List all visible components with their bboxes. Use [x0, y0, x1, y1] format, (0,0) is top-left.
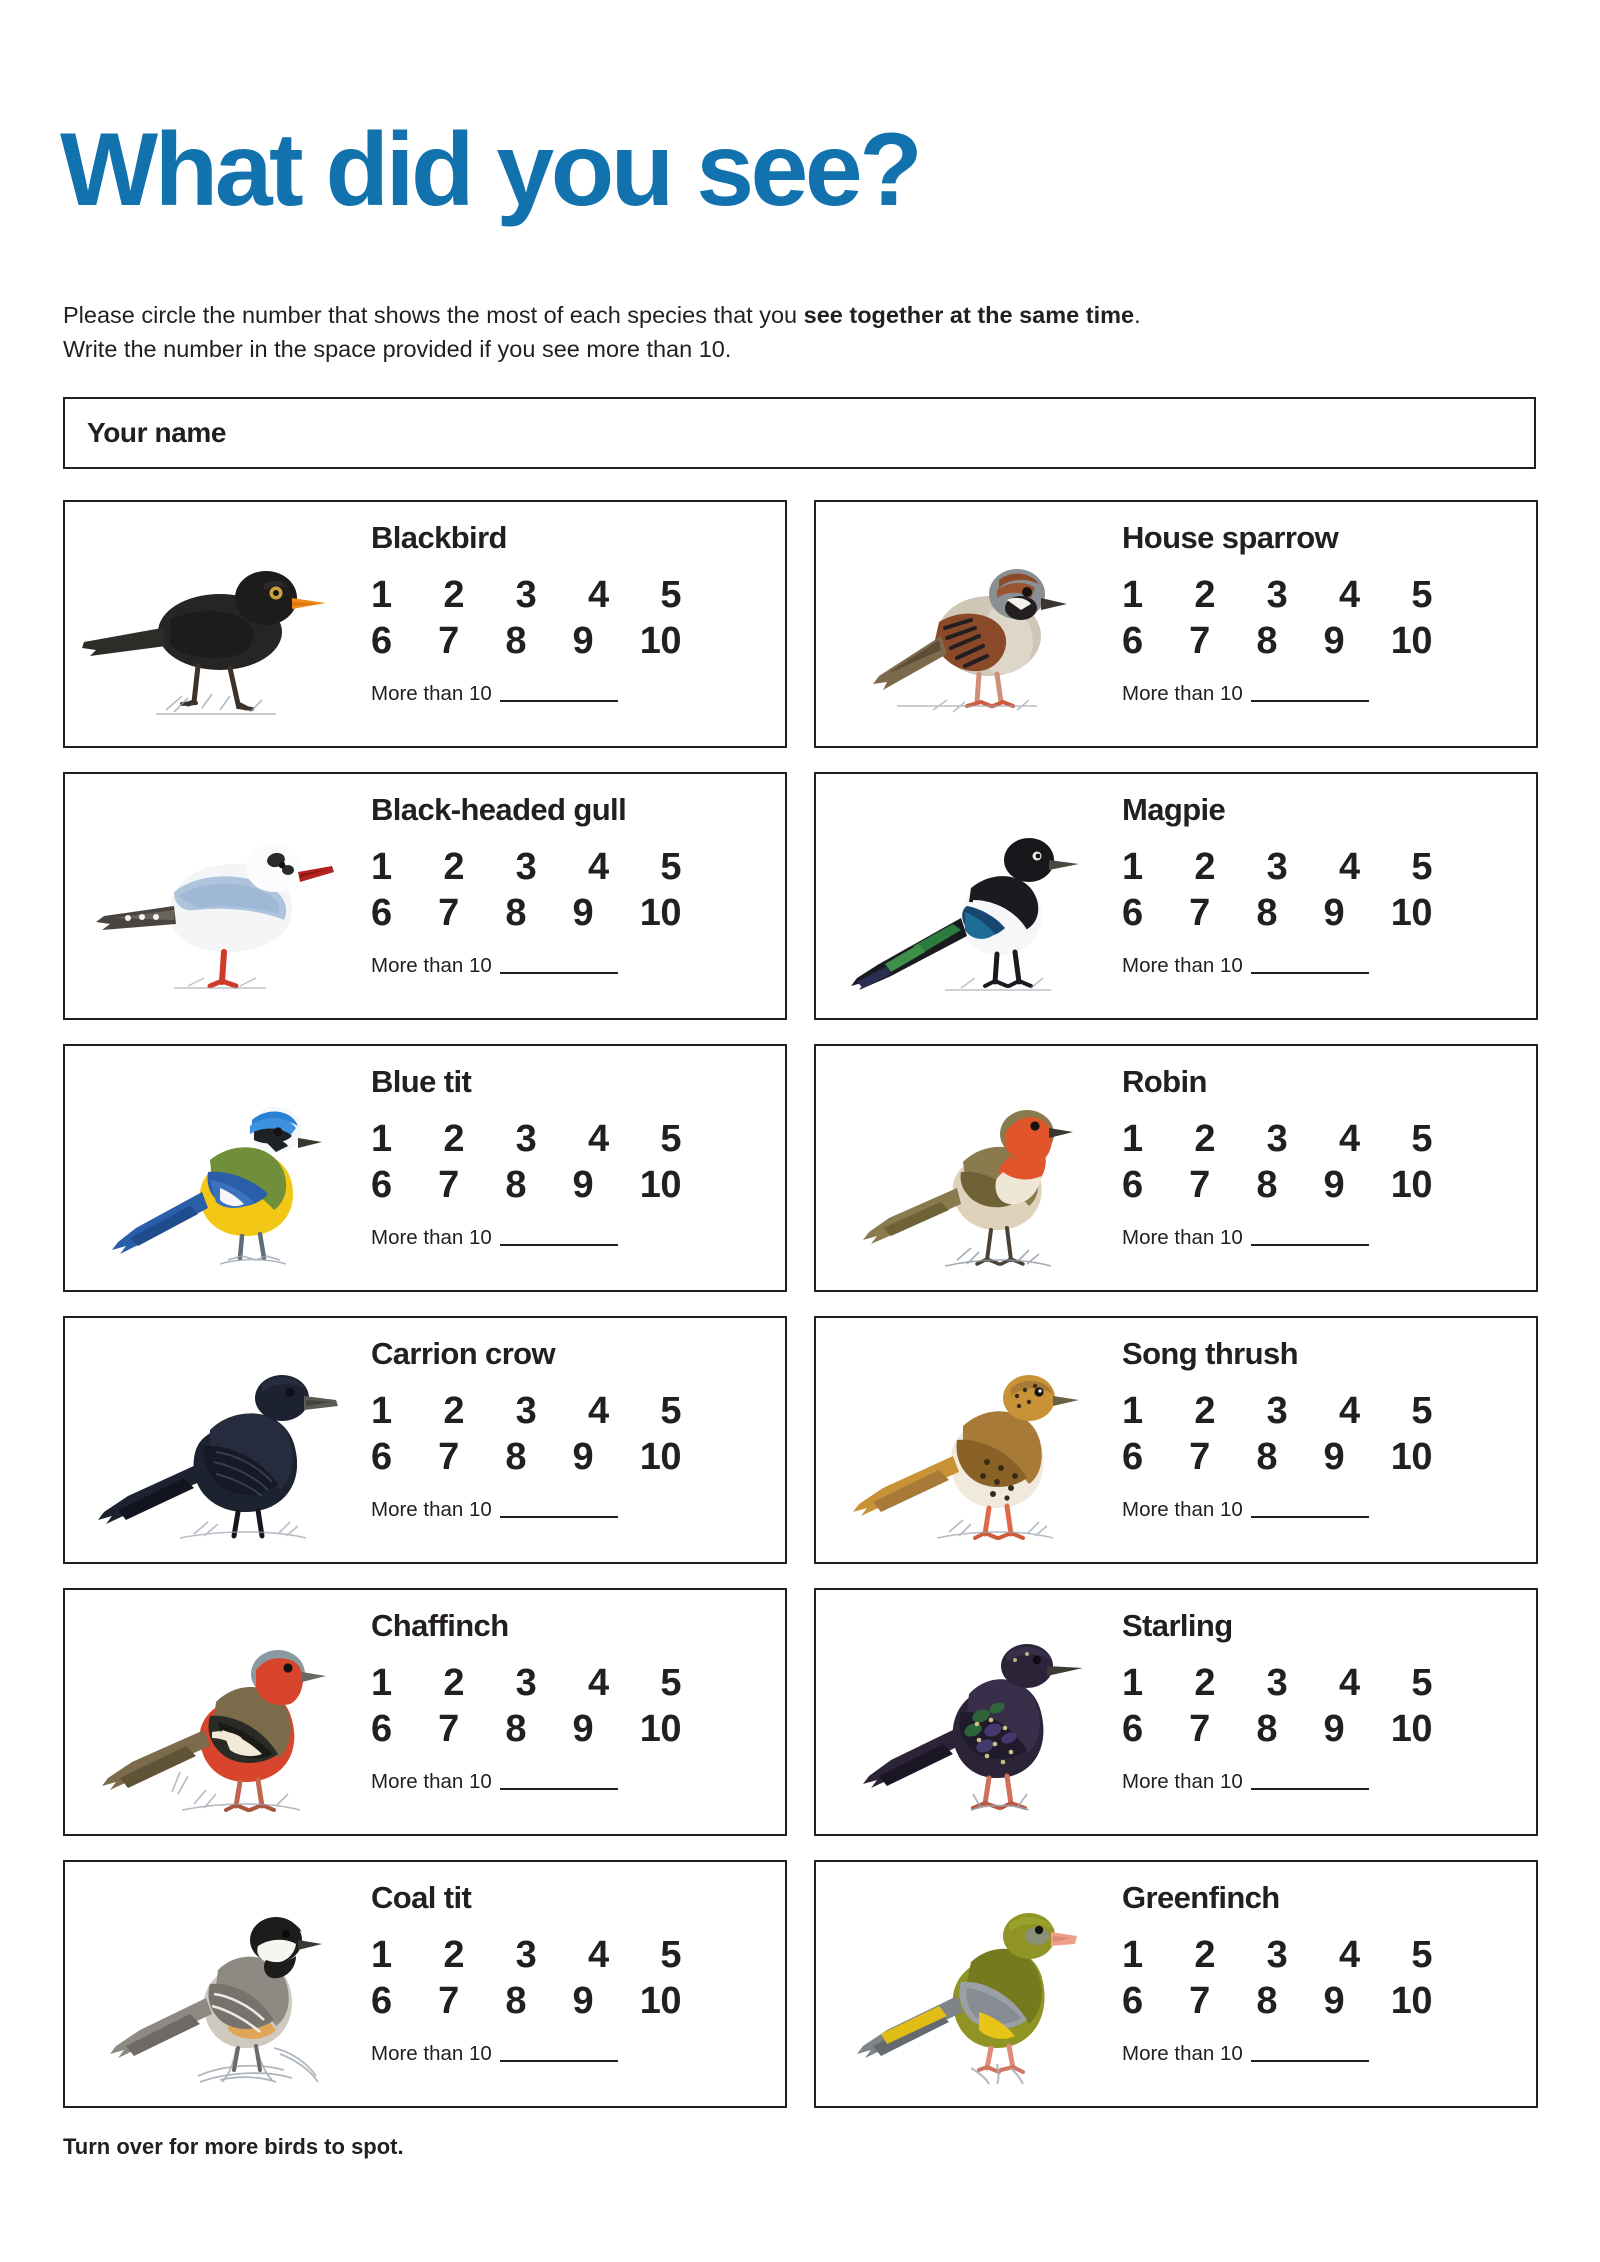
count-option[interactable]: 2: [443, 1934, 464, 1976]
species-name: Robin: [1122, 1064, 1207, 1099]
more-than-ten-row[interactable]: [1122, 1770, 1369, 1794]
count-option[interactable]: 6: [1122, 1436, 1143, 1478]
count-option[interactable]: 3: [515, 846, 537, 888]
count-option[interactable]: 1: [371, 1662, 392, 1704]
count-option[interactable]: 7: [438, 620, 459, 662]
card-body: [365, 1048, 785, 1288]
count-option[interactable]: 4: [587, 1118, 609, 1160]
count-option[interactable]: 8: [1256, 1980, 1277, 2022]
count-option[interactable]: 2: [443, 1662, 464, 1704]
count-option[interactable]: 7: [438, 892, 459, 934]
count-option[interactable]: 9: [572, 1980, 594, 2022]
more-than-ten-input[interactable]: [1251, 1243, 1369, 1246]
count-option[interactable]: 4: [1338, 846, 1360, 888]
more-than-ten-row[interactable]: [371, 682, 618, 706]
count-option[interactable]: 6: [371, 1980, 392, 2022]
count-option[interactable]: 10: [1390, 1980, 1432, 2022]
species-name: Magpie: [1122, 792, 1226, 827]
count-option[interactable]: 9: [572, 1164, 594, 1206]
more-than-ten-input[interactable]: [500, 971, 618, 974]
more-than-ten-label: More than 10: [1122, 1770, 1243, 1793]
count-option[interactable]: 9: [572, 1708, 594, 1750]
count-option[interactable]: 5: [660, 1934, 681, 1976]
count-option[interactable]: 3: [515, 1662, 537, 1704]
count-option[interactable]: 2: [1194, 846, 1215, 888]
count-option[interactable]: 9: [1323, 620, 1345, 662]
card-body: [1116, 1048, 1536, 1288]
count-row-1[interactable]: [371, 1390, 681, 1433]
card-body: [1116, 776, 1536, 1016]
count-option[interactable]: 8: [1256, 1436, 1277, 1478]
species-card-song-thrush[interactable]: [814, 1316, 1538, 1564]
species-name: Chaffinch: [371, 1608, 509, 1643]
count-option[interactable]: 3: [1266, 574, 1288, 616]
count-option[interactable]: 5: [660, 846, 681, 888]
count-row-2[interactable]: [371, 1708, 681, 1751]
card-body: [365, 1864, 785, 2104]
count-option[interactable]: 7: [438, 1436, 459, 1478]
count-option[interactable]: 5: [1411, 574, 1432, 616]
count-option[interactable]: 7: [438, 1708, 459, 1750]
more-than-ten-label: More than 10: [371, 1770, 492, 1793]
count-option[interactable]: 10: [1390, 1164, 1432, 1206]
greenfinch-illustration: [816, 1864, 1116, 2104]
count-option[interactable]: 2: [443, 1390, 464, 1432]
more-than-ten-input[interactable]: [1251, 1787, 1369, 1790]
species-name: Carrion crow: [371, 1336, 556, 1371]
count-option[interactable]: 10: [1390, 620, 1432, 662]
instructions-text: [63, 298, 1463, 366]
count-option[interactable]: 5: [660, 1118, 681, 1160]
species-name: Black-headed gull: [371, 792, 627, 827]
your-name-label: Your name: [87, 417, 227, 448]
count-option[interactable]: 1: [1122, 1662, 1143, 1704]
more-than-ten-row[interactable]: [371, 1498, 618, 1522]
count-option[interactable]: 7: [1189, 892, 1210, 934]
instructions-line2: Write the number in the space provided if you see more than 10.: [63, 336, 732, 362]
more-than-ten-row[interactable]: [1122, 1226, 1369, 1250]
count-option[interactable]: 1: [371, 1118, 392, 1160]
count-option[interactable]: 10: [639, 620, 681, 662]
species-name: Song thrush: [1122, 1336, 1298, 1371]
magpie-illustration: [816, 776, 1116, 1016]
more-than-ten-label: More than 10: [371, 1498, 492, 1521]
count-row-2[interactable]: [1122, 1980, 1432, 2023]
count-option[interactable]: 6: [1122, 892, 1143, 934]
more-than-ten-input[interactable]: [1251, 2059, 1369, 2062]
count-option[interactable]: 2: [1194, 1662, 1215, 1704]
count-option[interactable]: 6: [1122, 1708, 1143, 1750]
count-option[interactable]: 6: [1122, 1164, 1143, 1206]
count-option[interactable]: 3: [515, 1390, 537, 1432]
count-row-2[interactable]: [1122, 1436, 1432, 1479]
count-option[interactable]: 9: [572, 620, 594, 662]
count-option[interactable]: 9: [1323, 1436, 1345, 1478]
count-option[interactable]: 2: [443, 574, 464, 616]
card-body: [365, 776, 785, 1016]
count-option[interactable]: 4: [1338, 1118, 1360, 1160]
count-option[interactable]: 2: [1194, 1934, 1215, 1976]
count-option[interactable]: 9: [1323, 1708, 1345, 1750]
count-option[interactable]: 3: [515, 574, 537, 616]
species-name: House sparrow: [1122, 520, 1339, 555]
species-card-black-headed-gull[interactable]: [63, 772, 787, 1020]
count-option[interactable]: 7: [1189, 620, 1210, 662]
count-option[interactable]: 8: [1256, 892, 1277, 934]
count-row-1[interactable]: [1122, 846, 1432, 889]
species-card-blue-tit[interactable]: [63, 1044, 787, 1292]
count-option[interactable]: 8: [505, 1708, 526, 1750]
count-row-1[interactable]: [371, 574, 681, 617]
count-option[interactable]: 1: [1122, 1390, 1143, 1432]
count-option[interactable]: 8: [505, 620, 526, 662]
species-card-starling[interactable]: [814, 1588, 1538, 1836]
count-option[interactable]: 9: [1323, 892, 1345, 934]
count-option[interactable]: 10: [639, 1980, 681, 2022]
count-option[interactable]: 6: [371, 1708, 392, 1750]
count-row-2[interactable]: [371, 620, 681, 663]
more-than-ten-row[interactable]: [1122, 1498, 1369, 1522]
count-option[interactable]: 10: [1390, 892, 1432, 934]
card-body: [1116, 1592, 1536, 1832]
more-than-ten-input[interactable]: [1251, 1515, 1369, 1518]
count-option[interactable]: 10: [639, 892, 681, 934]
count-row-1[interactable]: [1122, 1118, 1432, 1161]
count-row-2[interactable]: [1122, 892, 1432, 935]
more-than-ten-row[interactable]: [371, 1770, 618, 1794]
count-option[interactable]: 5: [660, 1390, 681, 1432]
count-option[interactable]: 2: [1194, 574, 1215, 616]
chaffinch-illustration: [65, 1592, 365, 1832]
card-body: [365, 1592, 785, 1832]
more-than-ten-input[interactable]: [500, 1515, 618, 1518]
species-name: Starling: [1122, 1608, 1233, 1643]
count-option[interactable]: 7: [438, 1980, 459, 2022]
count-option[interactable]: 3: [515, 1934, 537, 1976]
more-than-ten-label: More than 10: [1122, 954, 1243, 977]
count-option[interactable]: 3: [515, 1118, 537, 1160]
more-than-ten-label: More than 10: [1122, 1226, 1243, 1249]
count-option[interactable]: 8: [1256, 1708, 1277, 1750]
count-option[interactable]: 10: [639, 1708, 681, 1750]
more-than-ten-input[interactable]: [500, 2059, 618, 2062]
card-body: [1116, 1320, 1536, 1560]
instructions-line1: Please circle the number that shows the most of each species that you see together at the same time.: [63, 302, 1141, 328]
count-option[interactable]: 4: [1338, 574, 1360, 616]
count-option[interactable]: 4: [1338, 1390, 1360, 1432]
coal-tit-illustration: [65, 1864, 365, 2104]
species-name: Greenfinch: [1122, 1880, 1280, 1915]
count-option[interactable]: 4: [587, 574, 609, 616]
species-card-robin[interactable]: [814, 1044, 1538, 1292]
count-option[interactable]: 8: [1256, 620, 1277, 662]
count-row-1[interactable]: [371, 1662, 681, 1705]
blue-tit-illustration: [65, 1048, 365, 1288]
carrion-crow-illustration: [65, 1320, 365, 1560]
more-than-ten-row[interactable]: [1122, 954, 1369, 978]
robin-illustration: [816, 1048, 1116, 1288]
card-body: [365, 1320, 785, 1560]
count-option[interactable]: 6: [371, 620, 392, 662]
count-option[interactable]: 2: [1194, 1390, 1215, 1432]
blackbird-illustration: [65, 504, 365, 744]
species-name: Coal tit: [371, 1880, 472, 1915]
species-card-greenfinch[interactable]: [814, 1860, 1538, 2108]
species-card-chaffinch[interactable]: [63, 1588, 787, 1836]
more-than-ten-row[interactable]: [371, 954, 618, 978]
count-option[interactable]: 1: [371, 846, 392, 888]
count-option[interactable]: 7: [1189, 1164, 1210, 1206]
more-than-ten-input[interactable]: [500, 1787, 618, 1790]
species-card-coal-tit[interactable]: [63, 1860, 787, 2108]
more-than-ten-label: More than 10: [371, 1226, 492, 1249]
species-row: [63, 1860, 1538, 2108]
count-row-1[interactable]: [371, 1118, 681, 1161]
your-name-field[interactable]: [63, 397, 1536, 469]
species-row: [63, 500, 1538, 748]
count-option[interactable]: 6: [371, 1436, 392, 1478]
house-sparrow-illustration: [816, 504, 1116, 744]
species-row: [63, 1044, 1538, 1292]
count-row-1[interactable]: [1122, 1390, 1432, 1433]
count-option[interactable]: 6: [371, 1164, 392, 1206]
count-option[interactable]: 1: [371, 1390, 392, 1432]
more-than-ten-row[interactable]: [371, 2042, 618, 2066]
more-than-ten-row[interactable]: [1122, 2042, 1369, 2066]
card-body: [1116, 504, 1536, 744]
instructions-emphasis: see together at the same time: [803, 302, 1135, 328]
count-row-2[interactable]: [1122, 1164, 1432, 1207]
species-name: Blackbird: [371, 520, 507, 555]
card-body: [1116, 1864, 1536, 2104]
count-row-1[interactable]: [1122, 1662, 1432, 1705]
count-option[interactable]: 1: [1122, 1118, 1143, 1160]
species-card-blackbird[interactable]: [63, 500, 787, 748]
count-option[interactable]: 1: [1122, 846, 1143, 888]
count-option[interactable]: 7: [438, 1164, 459, 1206]
count-option[interactable]: 9: [1323, 1164, 1345, 1206]
count-option[interactable]: 5: [1411, 1118, 1432, 1160]
page-title: What did you see?: [60, 112, 920, 228]
count-row-2[interactable]: [371, 1164, 681, 1207]
count-row-2[interactable]: [1122, 1708, 1432, 1751]
count-row-1[interactable]: [1122, 574, 1432, 617]
count-option[interactable]: 1: [371, 1934, 392, 1976]
more-than-ten-input[interactable]: [1251, 971, 1369, 974]
more-than-ten-label: More than 10: [371, 954, 492, 977]
more-than-ten-row[interactable]: [1122, 682, 1369, 706]
count-option[interactable]: 4: [1338, 1662, 1360, 1704]
count-option[interactable]: 4: [587, 1390, 609, 1432]
count-option[interactable]: 2: [443, 1118, 464, 1160]
count-option[interactable]: 8: [505, 1980, 526, 2022]
count-row-2[interactable]: [371, 1436, 681, 1479]
count-row-1[interactable]: [1122, 1934, 1432, 1977]
count-option[interactable]: 3: [1266, 1118, 1288, 1160]
species-row: [63, 772, 1538, 1020]
count-row-2[interactable]: [1122, 620, 1432, 663]
count-option[interactable]: 5: [1411, 1662, 1432, 1704]
species-card-magpie[interactable]: [814, 772, 1538, 1020]
count-option[interactable]: 3: [1266, 1662, 1288, 1704]
count-row-2[interactable]: [371, 1980, 681, 2023]
count-option[interactable]: 5: [1411, 1390, 1432, 1432]
count-option[interactable]: 8: [1256, 1164, 1277, 1206]
count-option[interactable]: 6: [371, 892, 392, 934]
count-row-1[interactable]: [371, 1934, 681, 1977]
card-body: [365, 504, 785, 744]
count-option[interactable]: 6: [1122, 1980, 1143, 2022]
more-than-ten-label: More than 10: [1122, 2042, 1243, 2065]
song-thrush-illustration: [816, 1320, 1116, 1560]
count-option[interactable]: 10: [1390, 1708, 1432, 1750]
black-headed-gull-illustration: [65, 776, 365, 1016]
more-than-ten-input[interactable]: [500, 699, 618, 702]
species-row: [63, 1588, 1538, 1836]
more-than-ten-row[interactable]: [371, 1226, 618, 1250]
count-option[interactable]: 7: [1189, 1708, 1210, 1750]
more-than-ten-label: More than 10: [371, 2042, 492, 2065]
count-option[interactable]: 3: [1266, 1934, 1288, 1976]
count-option[interactable]: 1: [371, 574, 392, 616]
count-option[interactable]: 2: [1194, 1118, 1215, 1160]
species-grid: [63, 500, 1538, 2108]
more-than-ten-input[interactable]: [500, 1243, 618, 1246]
count-option[interactable]: 9: [572, 892, 594, 934]
count-option[interactable]: 2: [443, 846, 464, 888]
count-option[interactable]: 5: [660, 1662, 681, 1704]
count-option[interactable]: 10: [639, 1164, 681, 1206]
count-option[interactable]: 5: [1411, 846, 1432, 888]
count-row-2[interactable]: [371, 892, 681, 935]
more-than-ten-label: More than 10: [1122, 682, 1243, 705]
count-option[interactable]: 5: [660, 574, 681, 616]
species-card-carrion-crow[interactable]: [63, 1316, 787, 1564]
count-option[interactable]: 6: [1122, 620, 1143, 662]
count-option[interactable]: 10: [639, 1436, 681, 1478]
species-row: [63, 1316, 1538, 1564]
count-option[interactable]: 4: [587, 846, 609, 888]
footer-note: Turn over for more birds to spot.: [63, 2134, 404, 2159]
count-option[interactable]: 8: [505, 892, 526, 934]
count-option[interactable]: 9: [1323, 1980, 1345, 2022]
count-option[interactable]: 8: [505, 1164, 526, 1206]
count-option[interactable]: 8: [505, 1436, 526, 1478]
count-option[interactable]: 4: [587, 1934, 609, 1976]
species-card-house-sparrow[interactable]: [814, 500, 1538, 748]
count-row-1[interactable]: [371, 846, 681, 889]
count-option[interactable]: 3: [1266, 1390, 1288, 1432]
count-option[interactable]: 1: [1122, 1934, 1143, 1976]
count-option[interactable]: 7: [1189, 1436, 1210, 1478]
more-than-ten-label: More than 10: [1122, 1498, 1243, 1521]
count-option[interactable]: 3: [1266, 846, 1288, 888]
species-name: Blue tit: [371, 1064, 472, 1099]
count-option[interactable]: 9: [572, 1436, 594, 1478]
count-option[interactable]: 5: [1411, 1934, 1432, 1976]
count-option[interactable]: 7: [1189, 1980, 1210, 2022]
more-than-ten-label: More than 10: [371, 682, 492, 705]
count-option[interactable]: 1: [1122, 574, 1143, 616]
starling-illustration: [816, 1592, 1116, 1832]
count-option[interactable]: 4: [1338, 1934, 1360, 1976]
count-option[interactable]: 4: [587, 1662, 609, 1704]
more-than-ten-input[interactable]: [1251, 699, 1369, 702]
count-option[interactable]: 10: [1390, 1436, 1432, 1478]
